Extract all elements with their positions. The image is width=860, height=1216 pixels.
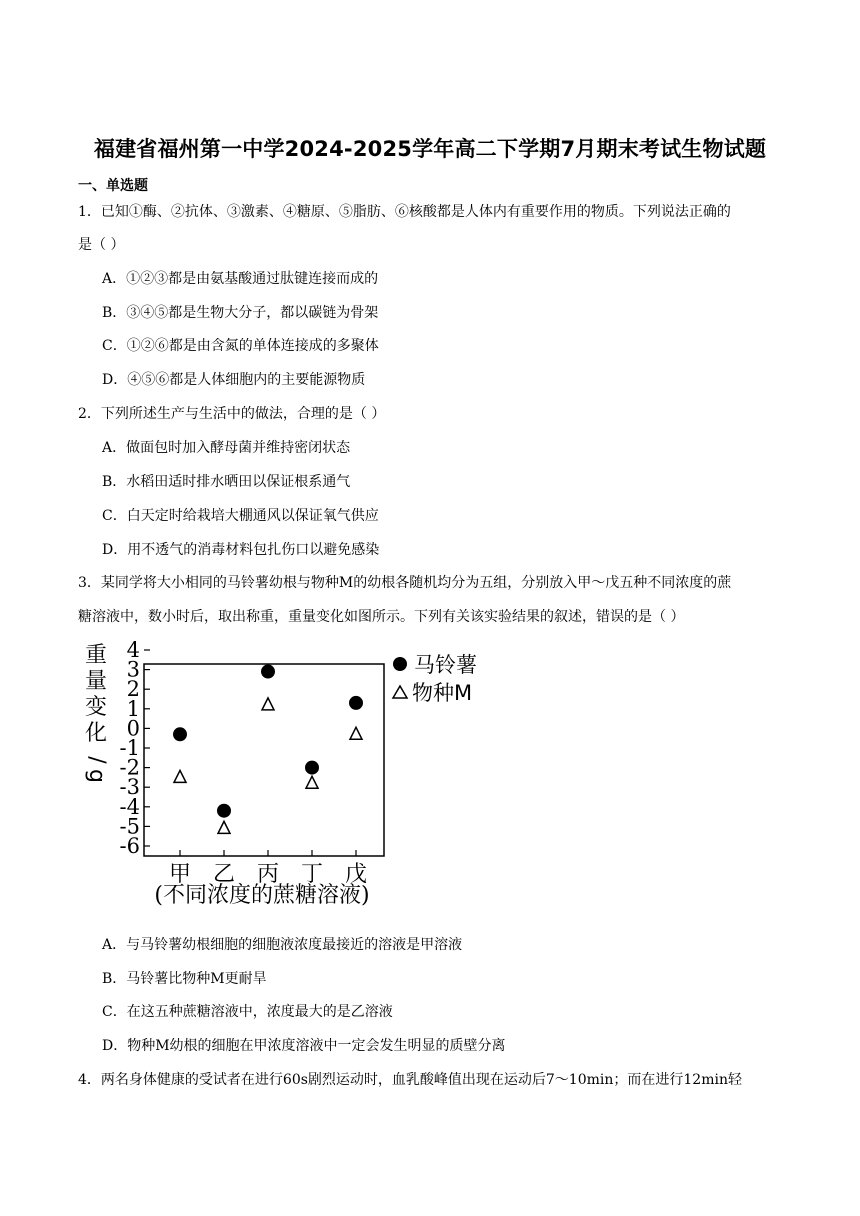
q3-stem-line2: 糖溶液中，数小时后，取出称重，重量变化如图所示。下列有关该实验结果的叙述，错误的是（ ） xyxy=(78,609,685,625)
y-tick-label: -3 xyxy=(119,775,140,800)
plot-frame xyxy=(144,664,384,856)
q3-option-b: B．马铃薯比物种M更耐旱 xyxy=(102,971,267,987)
point-species-m xyxy=(350,727,362,739)
y-axis-label-char: 重 xyxy=(84,643,108,668)
x-tick-label: 丙 xyxy=(256,862,280,887)
y-tick-label: 0 xyxy=(126,716,140,741)
y-axis-label-char: 变 xyxy=(84,695,108,720)
y-tick-label: -6 xyxy=(119,834,140,858)
point-potato xyxy=(261,665,275,679)
point-species-m xyxy=(218,821,230,833)
section-heading: 一、单选题 xyxy=(78,178,148,194)
q1-option-a: A．①②③都是由氨基酸通过肽键连接而成的 xyxy=(102,271,379,287)
y-tick-label: 4 xyxy=(126,638,140,662)
y-axis-label-char: 化 xyxy=(84,721,108,746)
q2-option-a: A．做面包时加入酵母菌并维持密闭状态 xyxy=(102,440,351,456)
legend-marker-species-m xyxy=(393,686,407,698)
point-species-m xyxy=(306,776,318,788)
point-species-m xyxy=(262,698,274,710)
y-tick-label: 2 xyxy=(126,677,140,702)
legend-label-potato: 马铃薯 xyxy=(414,653,477,677)
x-axis-label: (不同浓度的蔗糖溶液) xyxy=(154,883,370,908)
legend xyxy=(393,653,477,705)
y-tick-label: -2 xyxy=(119,755,140,780)
y-axis-label-char: g xyxy=(84,769,109,783)
q3-option-d: D．物种M幼根的细胞在甲浓度溶液中一定会发生明显的质壁分离 xyxy=(102,1038,506,1054)
point-potato xyxy=(217,804,231,818)
x-tick-label: 甲 xyxy=(168,862,192,887)
y-axis-label-char: 量 xyxy=(84,669,108,694)
y-tick-label: 3 xyxy=(126,657,140,682)
q2-option-d: D．用不透气的消毒材料包扎伤口以避免感染 xyxy=(102,542,380,558)
y-axis-label-char: / xyxy=(84,756,109,764)
y-tick-label: -4 xyxy=(119,794,140,819)
point-species-m xyxy=(174,770,186,782)
point-potato xyxy=(349,696,363,710)
q4-stem-line1: 4．两名身体健康的受试者在进行60s剧烈运动时，血乳酸峰值出现在运动后7～10min；而在进行12min轻 xyxy=(78,1072,742,1088)
y-axis-ticks xyxy=(120,638,150,858)
q1-option-d: D．④⑤⑥都是人体细胞内的主要能源物质 xyxy=(102,372,366,388)
q3-option-a: A．与马铃薯幼根细胞的细胞液浓度最接近的溶液是甲溶液 xyxy=(102,937,463,953)
q3-option-c: C．在这五种蔗糖溶液中，浓度最大的是乙溶液 xyxy=(102,1004,393,1020)
q2-option-b: B．水稻田适时排水晒田以保证根系通气 xyxy=(102,474,351,490)
legend-label-species-m: 物种M xyxy=(412,681,473,705)
y-axis-label xyxy=(84,643,109,783)
page-title: 福建省福州第一中学2024-2025学年高二下学期7月期末考试生物试题 xyxy=(93,137,767,161)
weight-change-chart xyxy=(82,636,502,916)
q2-stem: 2．下列所述生产与生活中的做法，合理的是（ ） xyxy=(78,406,386,422)
legend-marker-potato xyxy=(393,657,407,671)
x-tick-label: 丁 xyxy=(300,862,324,887)
q2-option-c: C．白天定时给栽培大棚通风以保证氧气供应 xyxy=(102,508,379,524)
q1-stem-line1: 1．已知①酶、②抗体、③激素、④糖原、⑤脂肪、⑥核酸都是人体内有重要作用的物质。下列说法正确的 xyxy=(78,204,731,220)
q1-option-b: B．③④⑤都是生物大分子，都以碳链为骨架 xyxy=(102,305,379,321)
data-points xyxy=(173,665,363,834)
q1-stem-line2: 是（ ） xyxy=(78,237,125,253)
x-tick-label: 乙 xyxy=(212,862,236,887)
point-potato xyxy=(173,727,187,741)
q3-stem-line1: 3．某同学将大小相同的马铃薯幼根与物种M的幼根各随机均分为五组，分别放入甲～戊五种不同浓度的蔗 xyxy=(78,575,732,591)
y-tick-label: 1 xyxy=(126,696,140,721)
y-tick-label: -1 xyxy=(119,736,140,760)
y-tick-label: -5 xyxy=(119,814,140,839)
q1-option-c: C．①②⑥都是由含氮的单体连接成的多聚体 xyxy=(102,338,379,354)
x-tick-label: 戊 xyxy=(344,862,368,887)
point-potato xyxy=(305,761,319,775)
